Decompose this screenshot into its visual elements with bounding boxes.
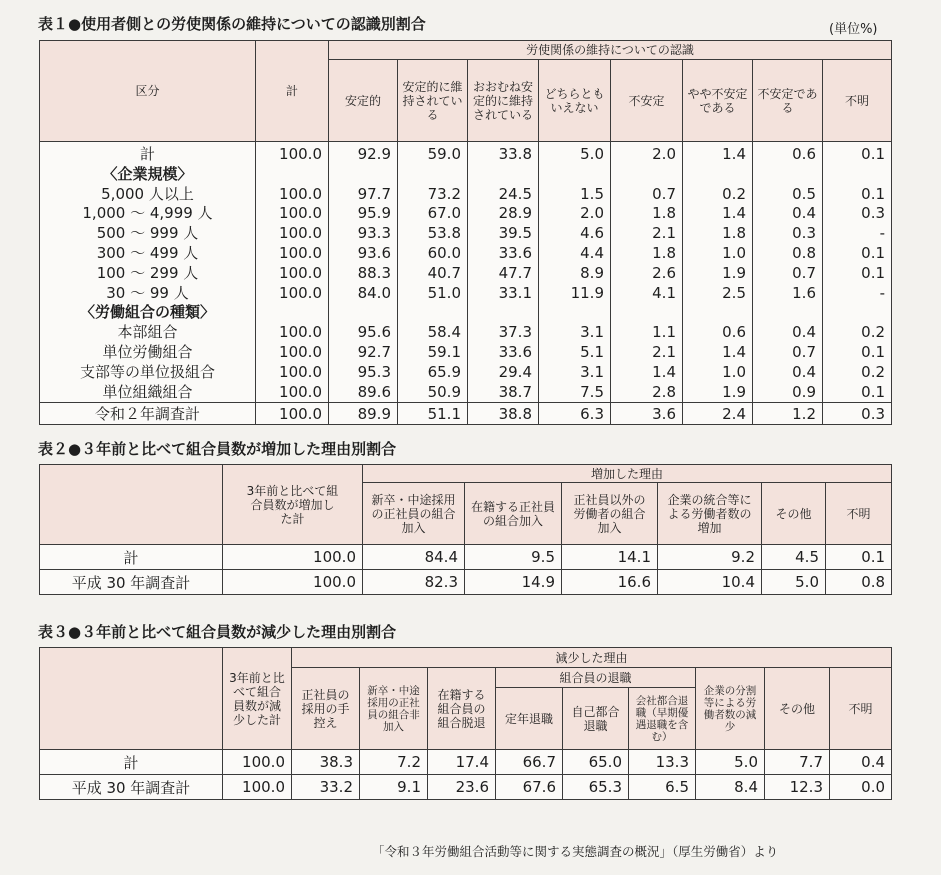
t2-header-col: 正社員以外の労働者の組合加入 bbox=[562, 483, 658, 545]
table-cell: 0.1 bbox=[861, 382, 886, 401]
t3-header-subgroup: 組合員の退職 bbox=[496, 668, 696, 688]
footer-cell: 89.9 bbox=[329, 403, 398, 425]
table-cell bbox=[823, 165, 885, 185]
footer-cell: 100.0 bbox=[256, 403, 329, 425]
table-cell: 58.4 bbox=[427, 323, 461, 342]
table-row: 計 100.0 84.4 9.5 14.1 9.2 4.5 0.1 bbox=[40, 545, 892, 570]
table-cell: - bbox=[879, 283, 886, 302]
table-cell: 1.4 bbox=[722, 145, 746, 163]
table2-title: 表２●３年前と比べて組合員数が増加した理由別割合 bbox=[38, 440, 397, 458]
table-cell: 0.6 bbox=[792, 145, 816, 163]
footer-cell: 2.4 bbox=[683, 403, 753, 425]
row-label: 30 ～ 99 人 bbox=[106, 283, 189, 302]
table-cell: 89.6 bbox=[357, 382, 391, 401]
table-cell: 1.8 bbox=[652, 243, 676, 262]
table-cell: 0.2 bbox=[861, 323, 886, 342]
table-cell: 50.9 bbox=[427, 382, 461, 401]
table-cell: 100.0 bbox=[279, 204, 322, 223]
table-cell: 0.1 bbox=[861, 342, 886, 361]
table-cell: 88.3 bbox=[357, 263, 391, 282]
t2-header-blank bbox=[40, 465, 223, 545]
table-cell bbox=[468, 165, 532, 185]
table2 bbox=[39, 464, 892, 595]
header-col: やや不安定である bbox=[683, 60, 753, 142]
table-cell: 0.7 bbox=[792, 263, 816, 282]
table-cell: 1.8 bbox=[722, 224, 746, 243]
table-cell: 29.4 bbox=[498, 362, 532, 381]
t2-header-group: 増加した理由 bbox=[363, 465, 892, 483]
table-cell: 2.0 bbox=[580, 204, 604, 223]
table-row: 平成 30 年調査計 100.0 33.2 9.1 23.6 67.6 65.3 6.5 8.4 12.3 0.0 bbox=[40, 775, 892, 800]
table-cell: 0.2 bbox=[861, 362, 886, 381]
table-cell: 0.9 bbox=[792, 382, 816, 401]
table-cell bbox=[398, 303, 461, 323]
row-label: 〈労働組合の種類〉 bbox=[79, 303, 215, 322]
table-cell: 92.9 bbox=[357, 145, 391, 163]
table-cell: 0.8 bbox=[792, 243, 816, 262]
row-label: 単位組織組合 bbox=[102, 382, 193, 401]
row-label: 支部等の単位扱組合 bbox=[79, 362, 215, 381]
table-cell: 0.1 bbox=[861, 184, 886, 203]
t3-header-col: 在籍する組合員の組合脱退 bbox=[428, 668, 496, 750]
t3-header-col: 新卒・中途採用の正社員の組合非加入 bbox=[360, 668, 428, 750]
table-cell: 24.5 bbox=[498, 184, 532, 203]
t3-header-group: 減少した理由 bbox=[292, 648, 892, 668]
table-cell: 0.3 bbox=[861, 204, 886, 223]
footer-cell: 38.8 bbox=[468, 403, 539, 425]
footer-label: 令和２年調査計 bbox=[40, 403, 256, 425]
table-cell: 11.9 bbox=[570, 283, 604, 302]
table-cell bbox=[398, 165, 461, 185]
header-col: 不安定である bbox=[753, 60, 823, 142]
t3-header-col: 不明 bbox=[830, 668, 892, 750]
table-cell: 5.0 bbox=[580, 145, 604, 163]
table-cell: 1.9 bbox=[722, 382, 746, 401]
table-cell: 1.4 bbox=[652, 362, 676, 381]
table-cell: 84.0 bbox=[357, 283, 391, 302]
table-cell: 2.8 bbox=[652, 382, 676, 401]
table-cell: 92.7 bbox=[357, 342, 391, 361]
t3-header-col: 正社員の採用の手控え bbox=[292, 668, 360, 750]
table-cell bbox=[753, 303, 816, 323]
table-cell bbox=[611, 165, 676, 185]
table-cell: 2.6 bbox=[652, 263, 676, 282]
table-cell: 100.0 bbox=[279, 342, 322, 361]
table-cell: 47.7 bbox=[498, 263, 532, 282]
table-cell: 0.7 bbox=[792, 342, 816, 361]
table-cell: 100.0 bbox=[279, 145, 322, 163]
header-col: おおむね安定的に維持されている bbox=[468, 60, 539, 142]
table-cell bbox=[611, 303, 676, 323]
table-cell bbox=[329, 165, 391, 185]
table-cell: 73.2 bbox=[427, 184, 461, 203]
table-cell bbox=[539, 165, 604, 185]
table-cell: 59.1 bbox=[427, 342, 461, 361]
header-total: 計 bbox=[256, 41, 329, 142]
t3-header-total: 3年前と比べて組合員数が減少した計 bbox=[223, 648, 292, 750]
table-cell: - bbox=[879, 224, 886, 243]
t3-header-sub: 定年退職 bbox=[496, 688, 563, 750]
table-row: 平成 30 年調査計 100.0 82.3 14.9 16.6 10.4 5.0 0.8 bbox=[40, 570, 892, 595]
row-label: 計 bbox=[139, 145, 155, 163]
table-cell: 8.9 bbox=[580, 263, 604, 282]
header-col: どちらともいえない bbox=[539, 60, 611, 142]
t3-header-col: 企業の分割等による労働者数の減少 bbox=[696, 668, 765, 750]
table-cell: 1.5 bbox=[580, 184, 604, 203]
table-cell: 1.9 bbox=[722, 263, 746, 282]
table1-title: 表１●使用者側との労使関係の維持についての認識別割合 bbox=[38, 15, 426, 33]
t2-header-col: 不明 bbox=[826, 483, 892, 545]
table-cell: 0.4 bbox=[792, 323, 816, 342]
table1 bbox=[39, 40, 892, 425]
t2-header-col: 在籍する正社員の組合加入 bbox=[465, 483, 562, 545]
row-label: 300 ～ 499 人 bbox=[96, 243, 199, 262]
t2-header-col: 新卒・中途採用の正社員の組合加入 bbox=[363, 483, 465, 545]
header-col: 不明 bbox=[823, 60, 892, 142]
t2-header-total: 3年前と比べて組合員数が増加した計 bbox=[223, 465, 363, 545]
footer-cell: 6.3 bbox=[539, 403, 611, 425]
header-col: 安定的 bbox=[329, 60, 398, 142]
table1-unit: (単位%) bbox=[829, 22, 878, 37]
t3-header-sub: 自己都合退職 bbox=[563, 688, 629, 750]
row-label: 〈企業規模〉 bbox=[102, 164, 193, 183]
table-cell: 28.9 bbox=[498, 204, 532, 223]
table-cell: 97.7 bbox=[357, 184, 391, 203]
row-label: 単位労働組合 bbox=[102, 342, 193, 361]
table-cell: 39.5 bbox=[498, 224, 532, 243]
table-row: 計 100.0 38.3 7.2 17.4 66.7 65.0 13.3 5.0 7.7 0.4 bbox=[40, 750, 892, 775]
table-cell: 2.1 bbox=[652, 224, 676, 243]
table3 bbox=[39, 647, 892, 800]
table-cell: 53.8 bbox=[427, 224, 461, 243]
table-cell: 33.8 bbox=[498, 145, 532, 163]
table-cell bbox=[539, 303, 604, 323]
table-cell: 100.0 bbox=[279, 263, 322, 282]
table-cell: 5.1 bbox=[580, 342, 604, 361]
table-cell: 100.0 bbox=[279, 283, 322, 302]
table-cell: 59.0 bbox=[427, 145, 461, 163]
table-cell: 1.0 bbox=[722, 362, 746, 381]
table-cell bbox=[329, 303, 391, 323]
table-cell: 0.7 bbox=[652, 184, 676, 203]
header-col: 不安定 bbox=[611, 60, 683, 142]
table-cell bbox=[256, 165, 322, 185]
row-label: 100 ～ 299 人 bbox=[96, 263, 199, 282]
table-cell: 1.6 bbox=[792, 283, 816, 302]
table-cell: 1.4 bbox=[722, 204, 746, 223]
table-cell: 0.1 bbox=[861, 263, 886, 282]
t2-header-col: 企業の統合等による労働者数の増加 bbox=[658, 483, 762, 545]
table-cell: 51.0 bbox=[427, 283, 461, 302]
table-cell: 37.3 bbox=[498, 323, 532, 342]
table-cell: 1.8 bbox=[652, 204, 676, 223]
table-cell: 0.4 bbox=[792, 362, 816, 381]
footer-cell: 1.2 bbox=[753, 403, 823, 425]
table-cell: 4.6 bbox=[580, 224, 604, 243]
table-cell: 33.1 bbox=[498, 283, 532, 302]
table-cell: 0.2 bbox=[722, 184, 746, 203]
table-cell: 95.6 bbox=[357, 323, 391, 342]
table-cell: 4.1 bbox=[652, 283, 676, 302]
footer-cell: 3.6 bbox=[611, 403, 683, 425]
row-labels bbox=[40, 142, 256, 403]
header-group: 労使関係の維持についての認識 bbox=[329, 41, 892, 60]
t2-header-col: その他 bbox=[762, 483, 826, 545]
table-cell: 3.1 bbox=[580, 323, 604, 342]
table-cell: 7.5 bbox=[580, 382, 604, 401]
table-cell: 93.6 bbox=[357, 243, 391, 262]
table-cell bbox=[468, 303, 532, 323]
table-cell: 0.1 bbox=[861, 145, 886, 163]
table-cell: 0.1 bbox=[861, 243, 886, 262]
table-cell: 93.3 bbox=[357, 224, 391, 243]
table-cell: 100.0 bbox=[279, 243, 322, 262]
source-note: 「令和３年労働組合活動等に関する実態調査の概況」（厚生労働省）より bbox=[372, 844, 779, 859]
t3-header-col: その他 bbox=[765, 668, 830, 750]
table-cell: 1.1 bbox=[652, 323, 676, 342]
table-cell: 95.9 bbox=[357, 204, 391, 223]
table-cell: 0.3 bbox=[792, 224, 816, 243]
table-cell: 67.0 bbox=[427, 204, 461, 223]
table-cell: 0.4 bbox=[792, 204, 816, 223]
table-cell: 1.4 bbox=[722, 342, 746, 361]
row-label: 本部組合 bbox=[117, 323, 178, 342]
table-cell bbox=[683, 165, 746, 185]
t3-header-blank bbox=[40, 648, 223, 750]
table-cell: 65.9 bbox=[427, 362, 461, 381]
row-label: 500 ～ 999 人 bbox=[96, 224, 199, 243]
table-cell bbox=[823, 303, 885, 323]
row-label: 5,000 人以上 bbox=[101, 184, 194, 203]
table-cell: 100.0 bbox=[279, 224, 322, 243]
table-cell: 100.0 bbox=[279, 323, 322, 342]
table-cell: 38.7 bbox=[498, 382, 532, 401]
table-cell: 4.4 bbox=[580, 243, 604, 262]
table-cell: 40.7 bbox=[427, 263, 461, 282]
table-cell: 2.1 bbox=[652, 342, 676, 361]
table-cell bbox=[256, 303, 322, 323]
table-cell: 0.6 bbox=[722, 323, 746, 342]
t3-header-sub: 会社都合退職（早期優遇退職を含む） bbox=[629, 688, 696, 750]
footer-cell: 0.3 bbox=[823, 403, 892, 425]
table-cell bbox=[683, 303, 746, 323]
table-cell: 1.0 bbox=[722, 243, 746, 262]
table-cell: 60.0 bbox=[427, 243, 461, 262]
row-label: 1,000 ～ 4,999 人 bbox=[82, 204, 213, 223]
table-cell: 2.0 bbox=[652, 145, 676, 163]
table-cell: 33.6 bbox=[498, 342, 532, 361]
header-category: 区分 bbox=[40, 41, 256, 142]
footer-cell: 51.1 bbox=[398, 403, 468, 425]
table-cell: 100.0 bbox=[279, 184, 322, 203]
table3-title: 表３●３年前と比べて組合員数が減少した理由別割合 bbox=[38, 623, 397, 641]
table-cell: 2.5 bbox=[722, 283, 746, 302]
table-cell bbox=[753, 165, 816, 185]
table-cell: 95.3 bbox=[357, 362, 391, 381]
header-col: 安定的に維持されている bbox=[398, 60, 468, 142]
table-cell: 3.1 bbox=[580, 362, 604, 381]
table-cell: 33.6 bbox=[498, 243, 532, 262]
table-cell: 100.0 bbox=[279, 362, 322, 381]
table-cell: 100.0 bbox=[279, 382, 322, 401]
table-cell: 0.5 bbox=[792, 184, 816, 203]
